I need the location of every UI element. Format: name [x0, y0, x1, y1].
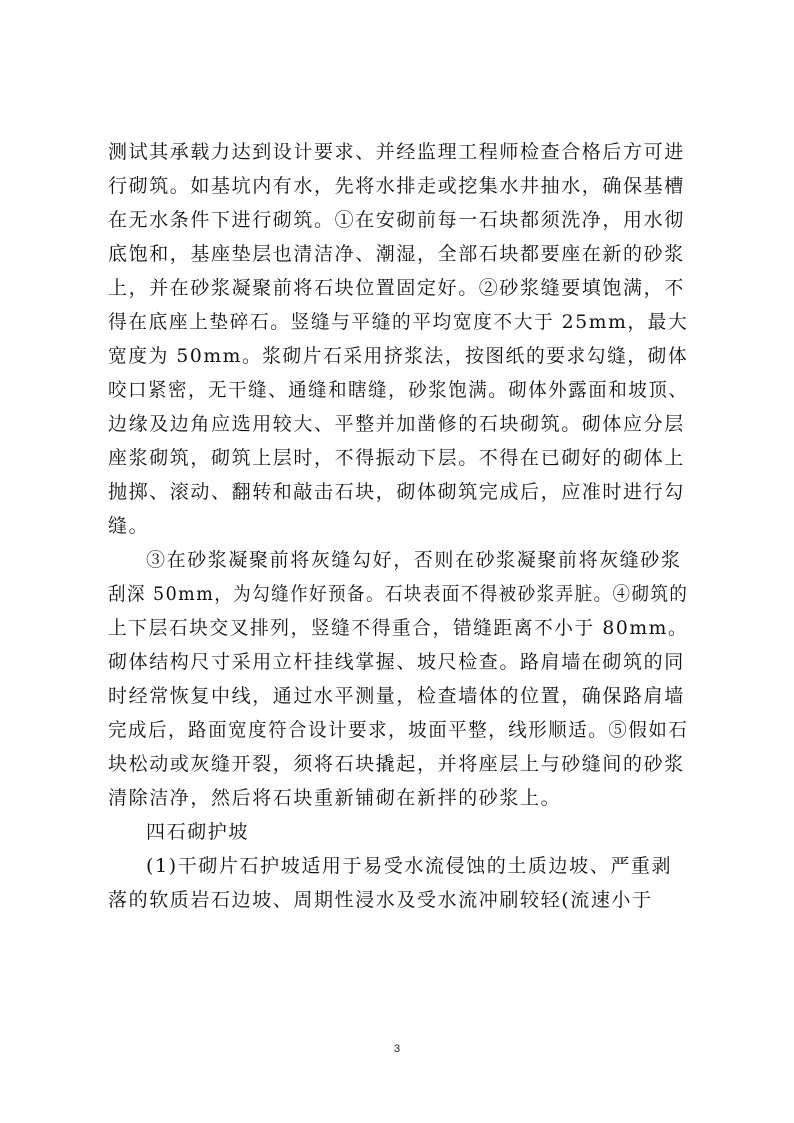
text-line-20: 清除洁净，然后将石块重新铺砌在新拌的砂浆上。: [108, 787, 562, 809]
text-line-4: 底饱和，基座垫层也清洁净、潮湿，全部石块都要座在新的砂浆: [108, 243, 685, 265]
section-heading: 四石砌护坡: [146, 821, 250, 843]
text-line-22: (1)干砌片石护坡适用于易受水流侵蚀的土质边坡、严重剥: [146, 855, 673, 877]
text-line-6: 得在底座上垫碎石。竖缝与平缝的平均宽度不大于 25mm，最大: [108, 311, 689, 333]
text-line-17: 时经常恢复中线，通过水平测量，检查墙体的位置，确保路肩墙: [108, 685, 685, 707]
text-line-12: 缝。: [108, 515, 150, 537]
text-line-16: 砌体结构尺寸采用立杆挂线掌握、坡尺检查。路肩墙在砌筑的同: [108, 651, 685, 673]
text-line-9: 边缘及边角应选用较大、平整并加凿修的石块砌筑。砌体应分层: [108, 413, 685, 435]
text-line-23: 落的软质岩石边坡、周期性浸水及受水流冲刷较轻(流速小于: [108, 889, 653, 911]
text-line-15: 上下层石块交叉排列，竖缝不得重合，错缝距离不小于 80mm。: [108, 617, 689, 639]
text-line-14: 刮深 50mm，为勾缝作好预备。石块表面不得被砂浆弄脏。④砌筑的: [108, 583, 689, 605]
text-line-10: 座浆砌筑，砌筑上层时，不得振动下层。不得在已砌好的砌体上: [108, 447, 685, 469]
text-line-7: 宽度为 50mm。浆砌片石采用挤浆法，按图纸的要求勾缝，砌体: [108, 345, 689, 367]
text-line-2: 行砌筑。如基坑内有水，先将水排走或挖集水井抽水，确保基槽: [108, 175, 685, 197]
text-line-19: 块松动或灰缝开裂，须将石块撬起，并将座层上与砂缝间的砂浆: [108, 753, 685, 775]
page-number: 3: [393, 1043, 401, 1055]
text-line-8: 咬口紧密，无干缝、通缝和瞎缝，砂浆饱满。砌体外露面和坡顶、: [108, 379, 689, 401]
text-line-13: ③在砂浆凝聚前将灰缝勾好，否则在砂浆凝聚前将灰缝砂浆: [146, 549, 682, 571]
text-line-11: 抛掷、滚动、翻转和敲击石块，砌体砌筑完成后，应准时进行勾: [108, 481, 685, 503]
text-line-1: 测试其承载力达到设计要求、并经监理工程师检查合格后方可进: [108, 141, 685, 163]
text-line-3: 在无水条件下进行砌筑。①在安砌前每一石块都须洗净，用水彻: [108, 209, 685, 231]
text-line-18: 完成后，路面宽度符合设计要求，坡面平整，线形顺适。⑤假如石: [108, 719, 689, 741]
text-line-5: 上，并在砂浆凝聚前将石块位置固定好。②砂浆缝要填饱满，不: [108, 277, 685, 299]
